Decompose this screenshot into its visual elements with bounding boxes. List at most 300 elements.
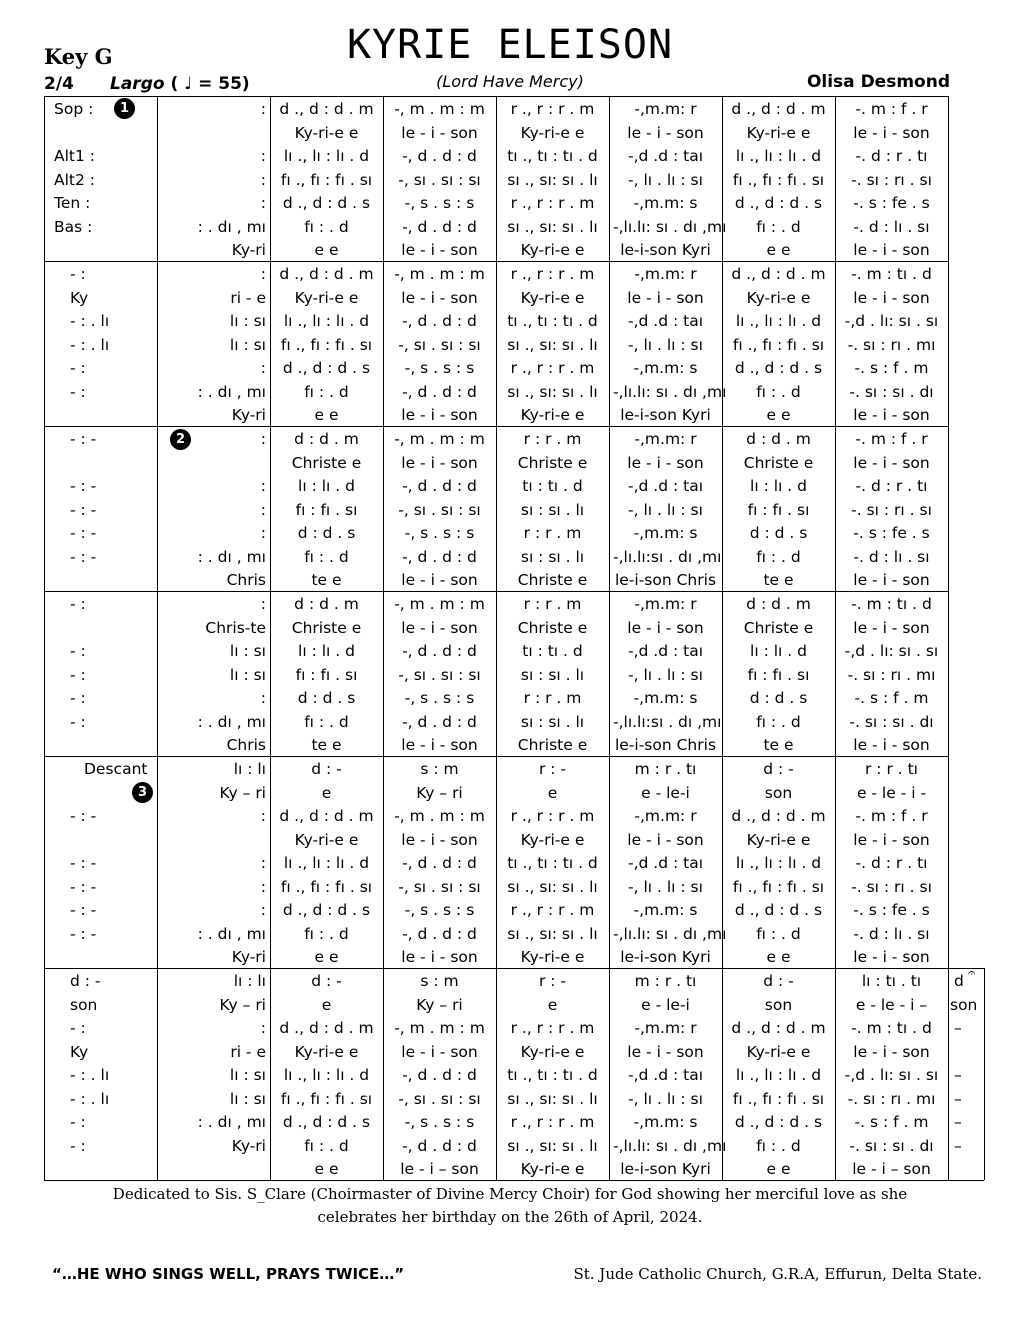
score-cell: e <box>547 995 558 1014</box>
score-cell: le - i - son <box>401 830 478 849</box>
score-cell: sı ., sı: sı . lı <box>507 170 598 189</box>
score-cell: : <box>260 901 266 919</box>
score-cell: lı ., lı : lı . d <box>283 312 370 330</box>
dedication-line-1: Dedicated to Sis. S_Clare (Choirmaster of Divine Mercy Choir) for God showing her merciful love as she <box>112 1185 908 1203</box>
score-cell: Ky – ri <box>416 783 463 802</box>
score-cell: : <box>260 477 266 495</box>
score-cell: : <box>260 147 266 165</box>
score-cell: d : - <box>311 972 342 990</box>
score-cell: lı ., lı : lı . d <box>735 854 822 872</box>
score-cell: d : - <box>763 972 794 990</box>
score-cell: lı : lı <box>233 972 266 990</box>
score-cell: e e <box>766 1160 791 1178</box>
score-cell: -. d : r . tı <box>855 147 928 165</box>
score-cell: : <box>260 1019 266 1037</box>
score-cell: fı ., fı : fı . sı <box>280 170 373 189</box>
score-cell: ri - e <box>230 1042 266 1061</box>
score-cell: Ky-ri-e e <box>520 406 585 424</box>
score-cell: -, m . m : m <box>394 430 485 448</box>
score-cell: lı : tı . tı <box>861 972 922 990</box>
grid-line-vertical <box>44 96 45 1180</box>
score-cell: -,d .d : taı <box>627 147 703 165</box>
score-cell: -. sı : rı . mı <box>847 335 936 354</box>
score-cell: m : r . tı <box>634 760 697 778</box>
time-signature: 2/4 <box>44 74 74 94</box>
score-cell: d ., d : d . s <box>282 901 371 919</box>
score-cell: : <box>260 430 266 448</box>
score-cell: e - le - i - <box>856 783 927 802</box>
score-cell: lı : sı <box>229 1066 266 1084</box>
grid-line-vertical <box>835 96 836 1180</box>
voice-label: Bas : <box>54 217 93 236</box>
score-cell: le - i - son <box>401 736 478 754</box>
score-cell: lı : sı <box>229 335 266 354</box>
score-cell: - : . lı <box>70 312 110 330</box>
score-cell: le - i - son <box>853 830 930 849</box>
score-cell: -,d .d : taı <box>627 854 703 872</box>
score-cell: fı ., fı : fı . sı <box>280 1089 373 1108</box>
score-cell: - : - <box>70 854 97 872</box>
score-cell: lı : sı <box>229 1089 266 1108</box>
score-cell: -. m : f . r <box>855 430 928 448</box>
score-cell: Ky-ri-e e <box>746 1042 811 1061</box>
score-cell: lı ., lı : lı . d <box>735 312 822 330</box>
score-cell: d ., d : d . m <box>279 265 374 283</box>
score-cell: e - le - i – <box>855 995 928 1014</box>
score-cell: r : r . m <box>523 524 582 542</box>
score-cell: -,m.m: r <box>634 807 697 825</box>
score-cell: d ., d : d . s <box>734 194 823 212</box>
grid-line-vertical <box>383 96 384 1180</box>
grid-line-vertical <box>496 96 497 1180</box>
score-cell: Ky-ri <box>231 1136 266 1155</box>
page-title: KYRIE ELEISON <box>346 22 674 68</box>
score-cell: le - i - son <box>853 123 930 142</box>
score-cell: e e <box>766 406 791 424</box>
score-cell: son <box>764 995 793 1014</box>
score-cell: -, sı . sı : sı <box>398 500 481 519</box>
score-cell: d ., d : d . m <box>731 807 826 825</box>
score-cell: -,d . lı: sı . sı <box>844 642 939 660</box>
score-cell: fı : . d <box>756 712 801 731</box>
score-cell: d ., d : d . s <box>734 901 823 919</box>
score-cell: Ky – ri <box>219 995 266 1014</box>
score-cell: m : r . tı <box>634 972 697 990</box>
score-cell: sı ., sı: sı . lı <box>507 924 598 943</box>
score-cell: : <box>260 194 266 212</box>
section-number-badge: 3 <box>132 782 153 803</box>
final-column-cell: – <box>954 1089 962 1108</box>
score-cell: r : r . m <box>523 595 582 613</box>
score-cell: le - i - son <box>401 1042 478 1061</box>
score-cell: - : . lı <box>70 1066 110 1084</box>
score-cell: Ky-ri-e e <box>520 948 585 966</box>
score-cell: d ., d : d . m <box>279 1019 374 1037</box>
score-cell: tı ., tı : tı . d <box>507 147 598 165</box>
score-cell: tı ., tı : tı . d <box>507 1066 598 1084</box>
score-cell: -,d .d : taı <box>627 642 703 660</box>
score-cell: -, lı . lı : sı <box>628 335 703 354</box>
score-cell: le - i - son <box>627 123 704 142</box>
score-cell: : <box>260 854 266 872</box>
score-cell: le-i-son Kyri <box>620 406 711 424</box>
score-cell: - : - <box>70 924 97 943</box>
score-cell: -, sı . sı : sı <box>398 1089 481 1108</box>
score-cell: le - i - son <box>853 406 930 424</box>
score-cell: sı : sı . lı <box>520 547 585 566</box>
score-cell: d ., d : d . m <box>731 265 826 283</box>
score-cell: sı : sı . lı <box>520 665 585 684</box>
score-cell: te e <box>311 571 342 589</box>
score-cell: tı ., tı : tı . d <box>507 854 598 872</box>
score-cell: e <box>321 783 332 802</box>
score-cell: -,d . lı: sı . sı <box>844 312 939 330</box>
score-cell: e - le-i <box>641 995 690 1014</box>
score-cell: Ky-ri-e e <box>520 288 585 307</box>
score-cell: - : - <box>70 430 97 448</box>
score-cell: -, lı . lı : sı <box>628 500 703 519</box>
score-cell: Ky – ri <box>416 995 463 1014</box>
score-cell: le - i - son <box>401 241 478 259</box>
score-cell: Ky-ri-e e <box>294 123 359 142</box>
score-cell: r ., r : r . m <box>510 1019 595 1037</box>
dedication <box>60 1183 960 1229</box>
final-column-cell: – <box>954 1113 962 1131</box>
score-cell: -,lı.lı: sı . dı ,mı <box>613 1136 727 1155</box>
score-cell: Ky-ri <box>231 241 266 259</box>
score-cell: -, m . m : m <box>394 100 485 118</box>
score-cell: le - i - son <box>401 288 478 307</box>
score-cell: lı ., lı : lı . d <box>283 854 370 872</box>
score-cell: : <box>260 100 266 118</box>
descant-label: Descant <box>84 760 148 778</box>
score-cell: te e <box>763 571 794 589</box>
score-cell: Christe e <box>291 453 362 472</box>
fermata-word: son <box>950 995 978 1014</box>
score-cell: Christe e <box>517 736 588 754</box>
score-cell: -,m.m: r <box>634 100 697 118</box>
score-cell: fı : fı . sı <box>747 500 810 519</box>
score-cell: : . dı , mı <box>197 924 266 943</box>
score-cell: d : - <box>70 972 101 990</box>
score-cell: e - le-i <box>641 783 690 802</box>
score-cell: fı : . d <box>756 1136 801 1155</box>
grid-line-vertical <box>722 96 723 1180</box>
key-signature: Key G <box>44 44 113 69</box>
score-cell: r : r . tı <box>865 760 918 778</box>
score-cell: - : - <box>70 477 97 495</box>
score-cell: -,m.m: s <box>633 194 698 212</box>
score-cell: : <box>260 170 266 189</box>
score-cell: -, sı . sı : sı <box>398 877 481 896</box>
score-cell: d : - <box>763 760 794 778</box>
score-cell: fı : . d <box>756 924 801 943</box>
score-cell: r : - <box>538 972 567 990</box>
score-cell: le - i - son <box>401 453 478 472</box>
score-cell: d : d . s <box>749 524 808 542</box>
score-cell: -, m . m : m <box>394 807 485 825</box>
score-cell: le - i – son <box>852 1160 931 1178</box>
score-cell: : . dı , mı <box>197 712 266 731</box>
score-cell: le-i-son Chris <box>614 571 717 589</box>
score-cell: -. m : f . r <box>855 100 928 118</box>
fermata-note: d <box>954 972 964 990</box>
score-cell: - : <box>70 382 86 401</box>
score-cell: - : - <box>70 901 97 919</box>
score-cell: - : <box>70 665 86 684</box>
score-cell: -. sı : rı . sı <box>851 500 932 519</box>
score-cell: le - i – son <box>400 1160 479 1178</box>
score-cell: -,m.m: s <box>633 901 698 919</box>
score-cell: -,m.m: r <box>634 595 697 613</box>
score-cell: fı ., fı : fı . sı <box>732 877 825 896</box>
score-cell: - : <box>70 359 86 377</box>
score-cell: e e <box>314 948 339 966</box>
score-cell: te e <box>311 736 342 754</box>
score-cell: lı : lı . d <box>750 477 807 495</box>
voice-label: Ten : <box>54 194 91 212</box>
score-cell: lı : lı . d <box>750 642 807 660</box>
score-cell: -. d : lı . sı <box>853 547 930 566</box>
score-cell: le - i - son <box>853 736 930 754</box>
score-cell: r ., r : r . m <box>510 194 595 212</box>
score-cell: -. m : tı . d <box>851 1019 932 1037</box>
score-cell: -,m.m: r <box>634 265 697 283</box>
score-cell: le - i - son <box>401 948 478 966</box>
score-cell: -. d : lı . sı <box>853 217 930 236</box>
score-cell: sı ., sı: sı . lı <box>507 217 598 236</box>
score-cell: -. s : fe . s <box>853 194 930 212</box>
score-cell: -,lı.lı: sı . dı ,mı <box>613 382 727 401</box>
score-cell: -, d . d : d <box>402 477 477 495</box>
score-cell: fı : . d <box>304 547 349 566</box>
score-cell: d : d . s <box>297 689 356 707</box>
final-column-cell: – <box>954 1066 962 1084</box>
grid-line-vertical <box>948 96 949 1180</box>
score-cell: e e <box>314 1160 339 1178</box>
score-cell: le - i - son <box>853 288 930 307</box>
score-cell: e e <box>766 948 791 966</box>
score-cell: Christe e <box>743 453 814 472</box>
score-cell: d ., d : d . m <box>279 807 374 825</box>
score-cell: e <box>547 783 558 802</box>
score-cell: tı : tı . d <box>522 642 583 660</box>
score-cell: -, d . d : d <box>402 147 477 165</box>
section-number-badge: 2 <box>170 429 191 450</box>
score-cell: d ., d : d . s <box>282 359 371 377</box>
score-cell: -. sı : sı . dı <box>849 712 934 731</box>
score-cell: le-i-son Chris <box>614 736 717 754</box>
score-cell: : . dı , mı <box>197 1113 266 1131</box>
score-cell: sı ., sı: sı . lı <box>507 877 598 896</box>
score-cell: le - i - son <box>853 1042 930 1061</box>
score-cell: le - i - son <box>853 453 930 472</box>
score-cell: sı ., sı: sı . lı <box>507 382 598 401</box>
score-cell: sı ., sı: sı . lı <box>507 1136 598 1155</box>
score-cell: d : d . m <box>746 595 811 613</box>
score-cell: Ky <box>70 1042 89 1061</box>
score-cell: -,lı.lı: sı . dı ,mı <box>613 924 727 943</box>
score-cell: lı : lı <box>233 760 266 778</box>
score-cell: fı ., fı : fı . sı <box>732 335 825 354</box>
score-cell: : . dı , mı <box>197 547 266 566</box>
score-cell: le - i - son <box>853 618 930 637</box>
score-cell: : <box>260 500 266 519</box>
score-cell: le - i - son <box>627 1042 704 1061</box>
score-cell: -, sı . sı : sı <box>398 335 481 354</box>
score-cell: -. s : fe . s <box>853 901 930 919</box>
score-cell: -. m : tı . d <box>851 595 932 613</box>
score-cell: Ky-ri <box>231 406 266 424</box>
tempo-metronome: ( ♩ = 55) <box>170 74 250 94</box>
score-cell: -, m . m : m <box>394 595 485 613</box>
grid-line-vertical <box>984 968 985 1180</box>
score-cell: -. d : lı . sı <box>853 924 930 943</box>
score-cell: -, m . m : m <box>394 265 485 283</box>
score-cell: -, s . s : s <box>404 194 475 212</box>
score-cell: Ky-ri <box>231 948 266 966</box>
score-cell: son <box>70 995 98 1014</box>
final-column-cell: – <box>954 1019 962 1037</box>
score-cell: r : - <box>538 760 567 778</box>
score-cell: - : - <box>70 877 97 896</box>
score-cell: Chris-te <box>205 618 266 637</box>
score-cell: - : <box>70 1136 86 1155</box>
score-grid <box>44 96 984 1180</box>
score-cell: -, d . d : d <box>402 1066 477 1084</box>
grid-line-vertical <box>157 96 158 1180</box>
score-cell: Christe e <box>517 618 588 637</box>
score-cell: r ., r : r . m <box>510 100 595 118</box>
score-cell: r : r . m <box>523 689 582 707</box>
score-cell: : <box>260 265 266 283</box>
score-cell: fı ., fı : fı . sı <box>280 877 373 896</box>
score-cell: -, d . d : d <box>402 382 477 401</box>
grid-line-vertical <box>609 96 610 1180</box>
score-cell: Ky-ri-e e <box>294 830 359 849</box>
score-cell: -. sı : rı . mı <box>847 665 936 684</box>
score-cell: lı ., lı : lı . d <box>283 1066 370 1084</box>
score-cell: d ., d : d . s <box>282 194 371 212</box>
score-cell: Christe e <box>517 453 588 472</box>
score-cell: : <box>260 877 266 896</box>
score-cell: le-i-son Kyri <box>620 241 711 259</box>
score-cell: r ., r : r . m <box>510 807 595 825</box>
score-cell: r ., r : r . m <box>510 359 595 377</box>
score-cell: -, sı . sı : sı <box>398 665 481 684</box>
score-cell: -, d . d : d <box>402 312 477 330</box>
score-cell: Ky-ri-e e <box>294 288 359 307</box>
score-cell: le - i - son <box>401 406 478 424</box>
score-cell: fı ., fı : fı . sı <box>732 170 825 189</box>
score-cell: : <box>260 689 266 707</box>
subtitle: (Lord Have Mercy) <box>436 72 584 91</box>
score-cell: Ky-ri-e e <box>520 123 585 142</box>
score-cell: -. sı : sı . dı <box>849 382 934 401</box>
score-cell: -,m.m: r <box>634 430 697 448</box>
score-cell: Ky-ri-e e <box>746 830 811 849</box>
score-cell: -, lı . lı : sı <box>628 1089 703 1108</box>
score-cell: Ky – ri <box>219 783 266 802</box>
score-cell: d ., d : d . m <box>731 100 826 118</box>
score-cell: - : <box>70 1019 86 1037</box>
score-cell: le-i-son Kyri <box>620 948 711 966</box>
score-cell: -, lı . lı : sı <box>628 665 703 684</box>
score-cell: Ky-ri-e e <box>520 1160 585 1178</box>
score-cell: lı ., lı : lı . d <box>735 147 822 165</box>
score-cell: fı ., fı : fı . sı <box>280 335 373 354</box>
score-cell: lı : sı <box>229 642 266 660</box>
score-cell: - : <box>70 595 86 613</box>
section-number-badge: 1 <box>114 98 135 119</box>
score-cell: tı ., tı : tı . d <box>507 312 598 330</box>
score-cell: -, d . d : d <box>402 854 477 872</box>
score-cell: sı ., sı: sı . lı <box>507 335 598 354</box>
score-cell: le - i - son <box>627 453 704 472</box>
score-cell: e <box>321 995 332 1014</box>
score-cell: -, d . d : d <box>402 924 477 943</box>
score-cell: d : d . m <box>294 595 359 613</box>
score-cell: -, m . m : m <box>394 1019 485 1037</box>
score-cell: Christe e <box>517 571 588 589</box>
score-cell: - : - <box>70 807 97 825</box>
score-cell: - : - <box>70 547 97 566</box>
score-cell: d ., d : d . s <box>734 359 823 377</box>
final-column-cell: – <box>954 1136 962 1155</box>
score-cell: son <box>764 783 793 802</box>
score-cell: le - i - son <box>401 571 478 589</box>
score-cell: -,m.m: s <box>633 1113 698 1131</box>
score-cell: : <box>260 359 266 377</box>
score-cell: le - i - son <box>401 618 478 637</box>
score-cell: -. s : f . m <box>854 689 929 707</box>
score-cell: : <box>260 524 266 542</box>
score-cell: -. sı : rı . sı <box>851 170 932 189</box>
score-cell: s : m <box>420 760 459 778</box>
score-cell: -. sı : sı . dı <box>849 1136 934 1155</box>
score-cell: : . dı , mı <box>197 382 266 401</box>
score-cell: -, s . s : s <box>404 1113 475 1131</box>
score-cell: le - i - son <box>401 123 478 142</box>
score-cell: -, lı . lı : sı <box>628 170 703 189</box>
score-cell: le-i-son Kyri <box>620 1160 711 1178</box>
score-cell: -, d . d : d <box>402 217 477 236</box>
score-cell: -,d .d : taı <box>627 1066 703 1084</box>
fermata-icon: 𝄐 <box>968 966 976 981</box>
score-cell: lı : sı <box>229 312 266 330</box>
voice-label: Sop : <box>54 100 94 118</box>
score-cell: -,lı.lı:sı . dı ,mı <box>613 712 722 731</box>
score-cell: le - i - son <box>627 288 704 307</box>
score-cell: e e <box>314 241 339 259</box>
score-cell: le - i - son <box>853 948 930 966</box>
voice-label: Alt2 : <box>54 170 95 189</box>
score-cell: fı : . d <box>304 712 349 731</box>
score-cell: lı : lı . d <box>298 477 355 495</box>
score-cell: - : . lı <box>70 1089 110 1108</box>
score-cell: -, d . d : d <box>402 642 477 660</box>
score-cell: fı : . d <box>304 924 349 943</box>
score-cell: fı : . d <box>756 547 801 566</box>
score-cell: d ., d : d . s <box>282 1113 371 1131</box>
score-cell: fı : fı . sı <box>295 665 358 684</box>
score-cell: fı : fı . sı <box>295 500 358 519</box>
score-cell: -. m : tı . d <box>851 265 932 283</box>
score-cell: -. sı : rı . sı <box>851 877 932 896</box>
score-cell: fı : . d <box>304 382 349 401</box>
score-cell: le - i - son <box>627 618 704 637</box>
score-cell: -, s . s : s <box>404 524 475 542</box>
